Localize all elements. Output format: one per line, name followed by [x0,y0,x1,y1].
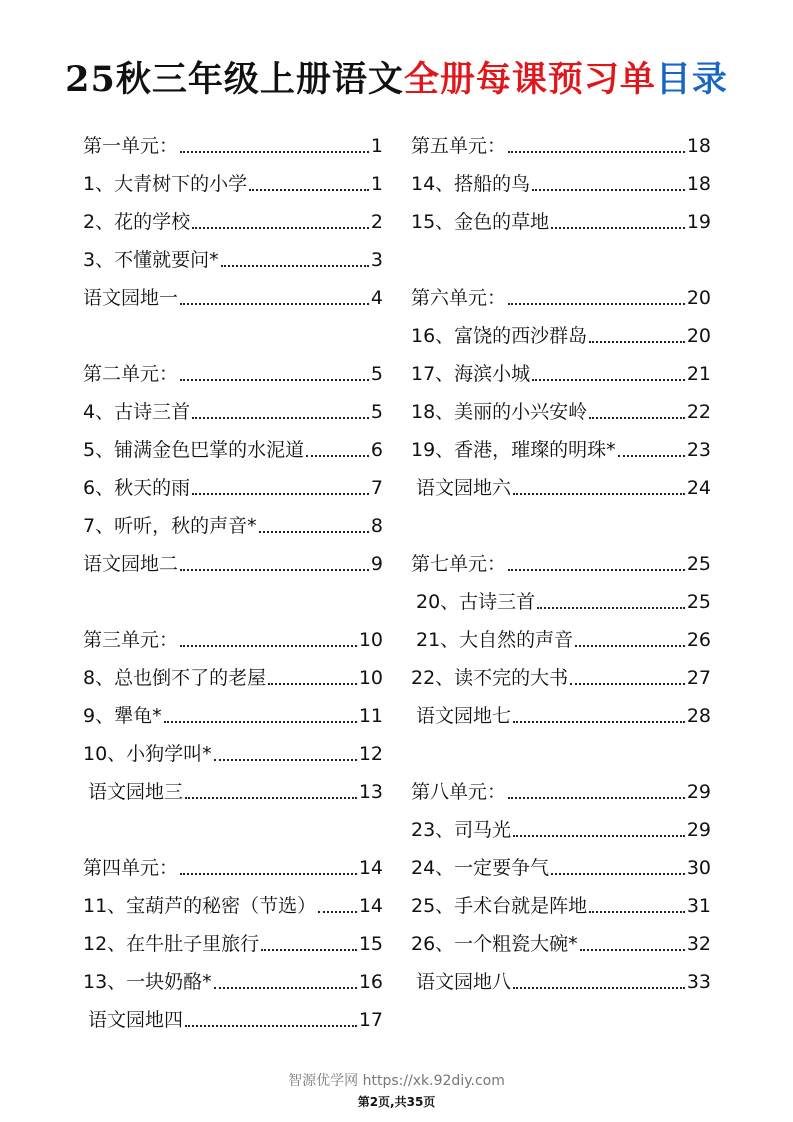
dot-leader [180,645,357,647]
toc-entry-label: 8、总也倒不了的老屋 [83,667,267,689]
toc-entry [411,128,711,158]
dot-leader [589,911,685,913]
toc-entry-page-number: 20 [686,325,711,347]
page-title [0,52,793,102]
toc-entry [411,470,711,500]
toc-entry-label: 第四单元： [83,857,179,879]
toc-entry-label: 第七单元： [411,553,507,575]
toc-entry-page-number: 1 [370,135,383,157]
dot-leader [180,569,369,571]
toc-entry [83,1002,383,1032]
toc-entry-page-number: 14 [358,857,383,879]
dot-leader [532,189,685,191]
toc-entry-label: 7、听听，秋的声音* [83,515,257,537]
dot-leader [185,1025,357,1027]
toc-entry-page-number: 25 [686,553,711,575]
dot-leader [214,759,357,761]
dot-leader [318,911,357,913]
dot-leader [192,227,369,229]
dot-leader [221,265,369,267]
dot-leader [570,683,685,685]
toc-entry-label: 25、手术台就是阵地 [411,895,588,917]
toc-entry [411,546,711,576]
toc-entry-label: 13、一块奶酪* [83,971,212,993]
dot-leader [551,227,685,229]
toc-entry [83,964,383,994]
toc-entry [411,622,711,652]
dot-leader [180,303,369,305]
dot-leader [180,151,369,153]
toc-entry-page-number: 29 [686,819,711,841]
toc-entry [83,736,383,766]
dot-leader [589,417,685,419]
toc-entry-label: 语文园地六 [416,477,512,499]
toc-entry-label: 23、司马光 [411,819,512,841]
dot-leader [508,303,685,305]
dot-leader [589,341,685,343]
toc-entry [83,242,383,272]
toc-entry-label: 第八单元： [411,781,507,803]
toc-entry [83,394,383,424]
toc-entry-page-number: 33 [686,971,711,993]
toc-entry-page-number: 31 [686,895,711,917]
toc-entry [83,432,383,462]
dot-leader [306,455,369,457]
toc-entry-page-number: 8 [370,515,383,537]
toc-entry [83,280,383,310]
toc-entry-label: 26、一个粗瓷大碗* [411,933,578,955]
toc-entry [411,964,711,994]
toc-entry-page-number: 21 [686,363,711,385]
toc-entry [411,926,711,956]
toc-entry [411,394,711,424]
title-part-contents: 目录 [655,59,728,100]
toc-entry-page-number: 10 [358,629,383,651]
toc-entry [411,774,711,804]
toc-entry-page-number: 28 [686,705,711,727]
toc-entry [83,204,383,234]
toc-entry-page-number: 1 [370,173,383,195]
toc-entry-label: 语文园地二 [83,553,179,575]
dot-leader [214,987,357,989]
toc-entry [83,470,383,500]
toc-entry [411,204,711,234]
toc-entry [411,660,711,690]
toc-entry-label: 语文园地八 [416,971,512,993]
toc-entry [411,888,711,918]
toc-entry-page-number: 13 [358,781,383,803]
toc-entry [83,546,383,576]
dot-leader [513,721,685,723]
dot-leader [192,493,369,495]
toc-entry-page-number: 26 [686,629,711,651]
toc-entry-page-number: 16 [358,971,383,993]
toc-entry-page-number: 25 [686,591,711,613]
dot-leader [532,379,685,381]
toc-entry-label: 第一单元： [83,135,179,157]
toc-entry [411,280,711,310]
dot-leader [259,531,369,533]
dot-leader [508,151,685,153]
toc-entry-page-number: 32 [686,933,711,955]
dot-leader [508,797,685,799]
dot-leader [261,949,357,951]
toc-entry-page-number: 12 [358,743,383,765]
dot-leader [180,873,357,875]
toc-entry [411,698,711,728]
dot-leader [268,683,357,685]
dot-leader [513,987,685,989]
toc-entry-label: 语文园地三 [88,781,184,803]
toc-entry-label: 1、大青树下的小学 [83,173,248,195]
dot-leader [192,417,369,419]
toc-entry [83,888,383,918]
toc-entry-label: 15、金色的草地 [411,211,550,233]
toc-entry [83,926,383,956]
toc-entry [411,318,711,348]
toc-entry-label: 2、花的学校 [83,211,191,233]
toc-entry [83,660,383,690]
footer-page-number: 第2页,共35页 [357,1095,436,1109]
toc-entry-page-number: 18 [686,173,711,195]
toc-entry-label: 3、不懂就要问* [83,249,219,271]
toc-entry-label: 6、秋天的雨 [83,477,191,499]
toc-entry-page-number: 17 [358,1009,383,1031]
toc-entry-page-number: 2 [370,211,383,233]
toc-entry-label: 9、犟龟* [83,705,162,727]
toc-entry [83,774,383,804]
toc-entry [411,584,711,614]
toc-entry-page-number: 5 [370,401,383,423]
dot-leader [249,189,369,191]
toc-entry-page-number: 9 [370,553,383,575]
toc-entry-label: 语文园地一 [83,287,179,309]
toc-entry-page-number: 22 [686,401,711,423]
footer-site-text: 智源优学网 https://xk.92diy.com [288,1073,505,1089]
toc-entry-label: 语文园地七 [416,705,512,727]
toc-entry-label: 第三单元： [83,629,179,651]
dot-leader [164,721,357,723]
toc-entry-label: 第五单元： [411,135,507,157]
toc-entry-page-number: 30 [686,857,711,879]
toc-entry [83,622,383,652]
dot-leader [575,645,685,647]
toc-entry [411,432,711,462]
toc-entry-page-number: 7 [370,477,383,499]
toc-entry-page-number: 24 [686,477,711,499]
toc-entry-label: 12、在牛肚子里旅行 [83,933,260,955]
toc-entry [83,698,383,728]
dot-leader [180,379,369,381]
toc-entry-page-number: 4 [370,287,383,309]
toc-entry-page-number: 27 [686,667,711,689]
toc-entry [83,508,383,538]
dot-leader [537,607,685,609]
toc-entry-label: 18、美丽的小兴安岭 [411,401,588,423]
toc-entry-page-number: 18 [686,135,711,157]
dot-leader [618,455,685,457]
toc-entry-label: 24、一定要争气 [411,857,550,879]
dot-leader [185,797,357,799]
toc-entry [83,850,383,880]
dot-leader [508,569,685,571]
toc-entry-page-number: 20 [686,287,711,309]
toc-entry-label: 21、大自然的声音 [416,629,574,651]
toc-entry-label: 19、香港，璀璨的明珠* [411,439,616,461]
dot-leader [513,493,685,495]
toc-entry-label: 22、读不完的大书 [411,667,569,689]
toc-entry-label: 14、搭船的鸟 [411,173,531,195]
toc-entry [411,356,711,386]
dot-leader [513,835,685,837]
toc-entry-page-number: 23 [686,439,711,461]
toc-entry [83,356,383,386]
title-part-worksheet: 全册每课预习单 [403,59,656,100]
toc-entry-page-number: 6 [370,439,383,461]
toc-entry-page-number: 19 [686,211,711,233]
toc-entry-label: 11、宝葫芦的秘密（节选） [83,895,317,917]
toc-entry-label: 第六单元： [411,287,507,309]
toc-entry-label: 4、古诗三首 [83,401,191,423]
title-part-grade: 25秋三年级上册语文 [65,59,404,100]
toc-entry-label: 16、富饶的西沙群岛 [411,325,588,347]
toc-entry-label: 5、铺满金色巴掌的水泥道 [83,439,305,461]
toc-entry [411,166,711,196]
dot-leader [551,873,685,875]
toc-entry-page-number: 5 [370,363,383,385]
toc-entry-page-number: 3 [370,249,383,271]
toc-entry-page-number: 15 [358,933,383,955]
toc-entry [83,128,383,158]
toc-entry [83,166,383,196]
toc-entry-page-number: 11 [358,705,383,727]
toc-entry-label: 第二单元： [83,363,179,385]
toc-entry [411,850,711,880]
toc-entry-label: 语文园地四 [88,1009,184,1031]
toc-entry-label: 20、古诗三首 [416,591,536,613]
toc-entry-page-number: 14 [358,895,383,917]
toc-entry-page-number: 10 [358,667,383,689]
toc-entry-page-number: 29 [686,781,711,803]
toc-entry-label: 10、小狗学叫* [83,743,212,765]
toc-entry [411,812,711,842]
toc-entry-label: 17、海滨小城 [411,363,531,385]
dot-leader [580,949,685,951]
